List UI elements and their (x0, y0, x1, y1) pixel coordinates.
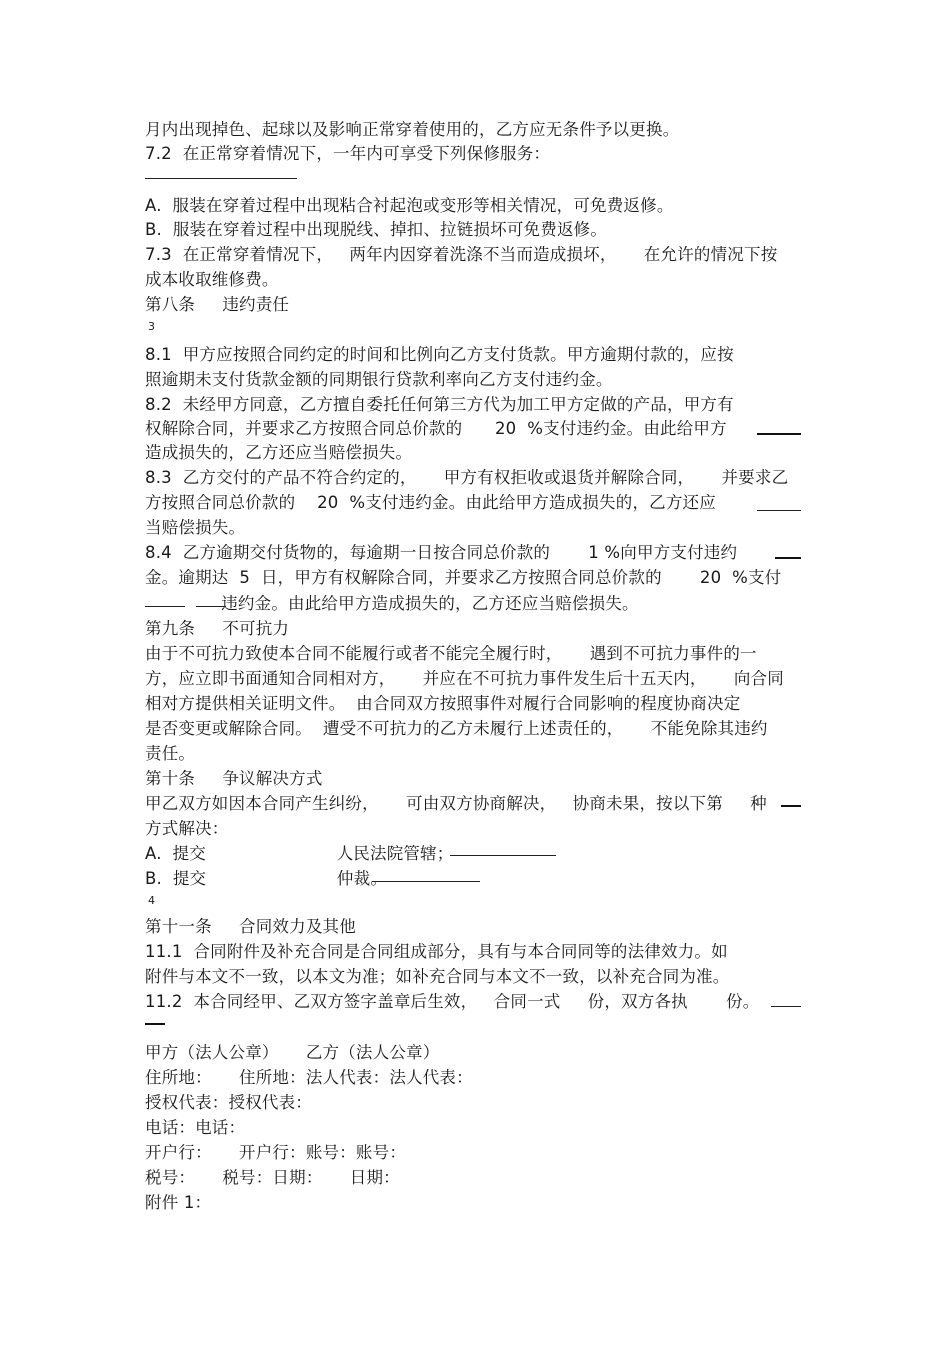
text-line: 方按照合同总价款的 20 %支付违约金。由此给甲方造成损失的，乙方还应 (145, 493, 716, 512)
section-heading: 第十一条 合同效力及其他 (145, 917, 356, 936)
text-line: 甲乙双方如因本合同产生纠纷， 可由双方协商解决， 协商未果，按以下第 种 (145, 794, 767, 813)
text-line: 由于不可抗力致使本合同不能履行或者不能完全履行时， 遇到不可抗力事件的一 (145, 644, 757, 663)
text-line: 违约金。由此给甲方造成损失的，乙方还应当赔偿损失。 (145, 594, 639, 613)
text-line: 方式解决： (145, 819, 229, 838)
text-line: 附件 1： (145, 1193, 212, 1212)
text-line: 8.3 乙方交付的产品不符合约定的， 甲方有权拒收或退货并解除合同， 并要求乙 (145, 468, 789, 487)
text-line: 8.4 乙方逾期交付货物的，每逾期一日按合同总价款的 1 %向甲方支付违约 (145, 543, 738, 562)
text-line: 权解除合同，并要求乙方按照合同总价款的 20 %支付违约金。由此给甲方 (145, 419, 727, 438)
blank-underline (145, 606, 185, 607)
page-number: 4 (148, 894, 155, 907)
blank-underline (145, 178, 297, 179)
blank-underline (450, 855, 556, 856)
text-line: 授权代表：授权代表： (145, 1093, 312, 1112)
text-line: 月内出现掉色、起球以及影响正常穿着使用的，乙方应无条件予以更换。 (145, 120, 680, 139)
text-line: 金。逾期达 5 日，甲方有权解除合同，并要求乙方按照合同总价款的 20 %支付 (145, 568, 782, 587)
text-line: 电话：电话： (145, 1118, 246, 1137)
text-line: B. 提交 仲裁。 (145, 869, 388, 888)
text-line: 11.1 合同附件及补充合同是合同组成部分，具有与本合同同等的法律效力。如 (145, 942, 728, 961)
text-line: 照逾期未支付货款金额的同期银行贷款利率向乙方支付违约金。 (145, 370, 613, 389)
text-line: A. 提交 人民法院管辖； (145, 844, 454, 863)
text-line: B. 服装在穿着过程中出现脱线、掉扣、拉链损坏可免费返修。 (145, 220, 608, 239)
signature-parties: 甲方（法人公章） 乙方（法人公章） (145, 1043, 440, 1062)
text-line: 8.2 未经甲方同意，乙方擅自委托任何第三方代为加工甲方定做的产品，甲方有 (145, 395, 734, 414)
section-heading: 第九条 不可抗力 (145, 619, 290, 638)
page-number: 3 (148, 320, 155, 333)
text-line: 开户行： 开户行：账号：账号： (145, 1143, 407, 1162)
text-line: 成本收取维修费。 (145, 270, 279, 289)
blank-underline (757, 510, 801, 511)
section-heading: 第十条 争议解决方式 (145, 769, 323, 788)
text-line: A. 服装在穿着过程中出现粘合衬起泡或变形等相关情况，可免费返修。 (145, 196, 674, 215)
text-line: 11.2 本合同经甲、乙双方签字盖章后生效， 合同一式 份，双方各执 份。 (145, 992, 760, 1011)
text-line: 方，应立即书面通知合同相对方， 并应在不可抗力事件发生后十五天内， 向合同 (145, 669, 784, 688)
section-heading: 第八条 违约责任 (145, 295, 290, 314)
text-line: 是否变更或解除合同。 遭受不可抗力的乙方未履行上述责任的， 不能免除其违约 (145, 719, 768, 738)
blank-underline (775, 557, 801, 559)
text-line: 8.1 甲方应按照合同约定的时间和比例向乙方支付货款。甲方逾期付款的，应按 (145, 345, 734, 364)
blank-underline (196, 606, 226, 607)
text-line: 7.3 在正常穿着情况下， 两年内因穿着洗涤不当而造成损坏， 在允许的情况下按 (145, 245, 778, 264)
text-line: 当赔偿损失。 (145, 518, 246, 537)
text-line: 造成损失的，乙方还应当赔偿损失。 (145, 443, 413, 462)
text-line: 责任。 (145, 744, 196, 763)
blank-underline (771, 1006, 801, 1007)
blank-underline (781, 805, 801, 807)
text-line: 附件与本文不一致，以本文为准；如补充合同与本文不一致，以补充合同为准。 (145, 967, 730, 986)
text-line: 7.2 在正常穿着情况下，一年内可享受下列保修服务： (145, 144, 551, 163)
blank-underline (145, 1023, 165, 1025)
blank-underline (757, 433, 801, 435)
text-line: 住所地： 住所地：法人代表：法人代表： (145, 1068, 473, 1087)
text-line: 税号： 税号：日期： 日期： (145, 1168, 400, 1187)
blank-underline (372, 881, 480, 882)
text-line: 相对方提供相关证明文件。 由合同双方按照事件对履行合同影响的程度协商决定 (145, 694, 741, 713)
